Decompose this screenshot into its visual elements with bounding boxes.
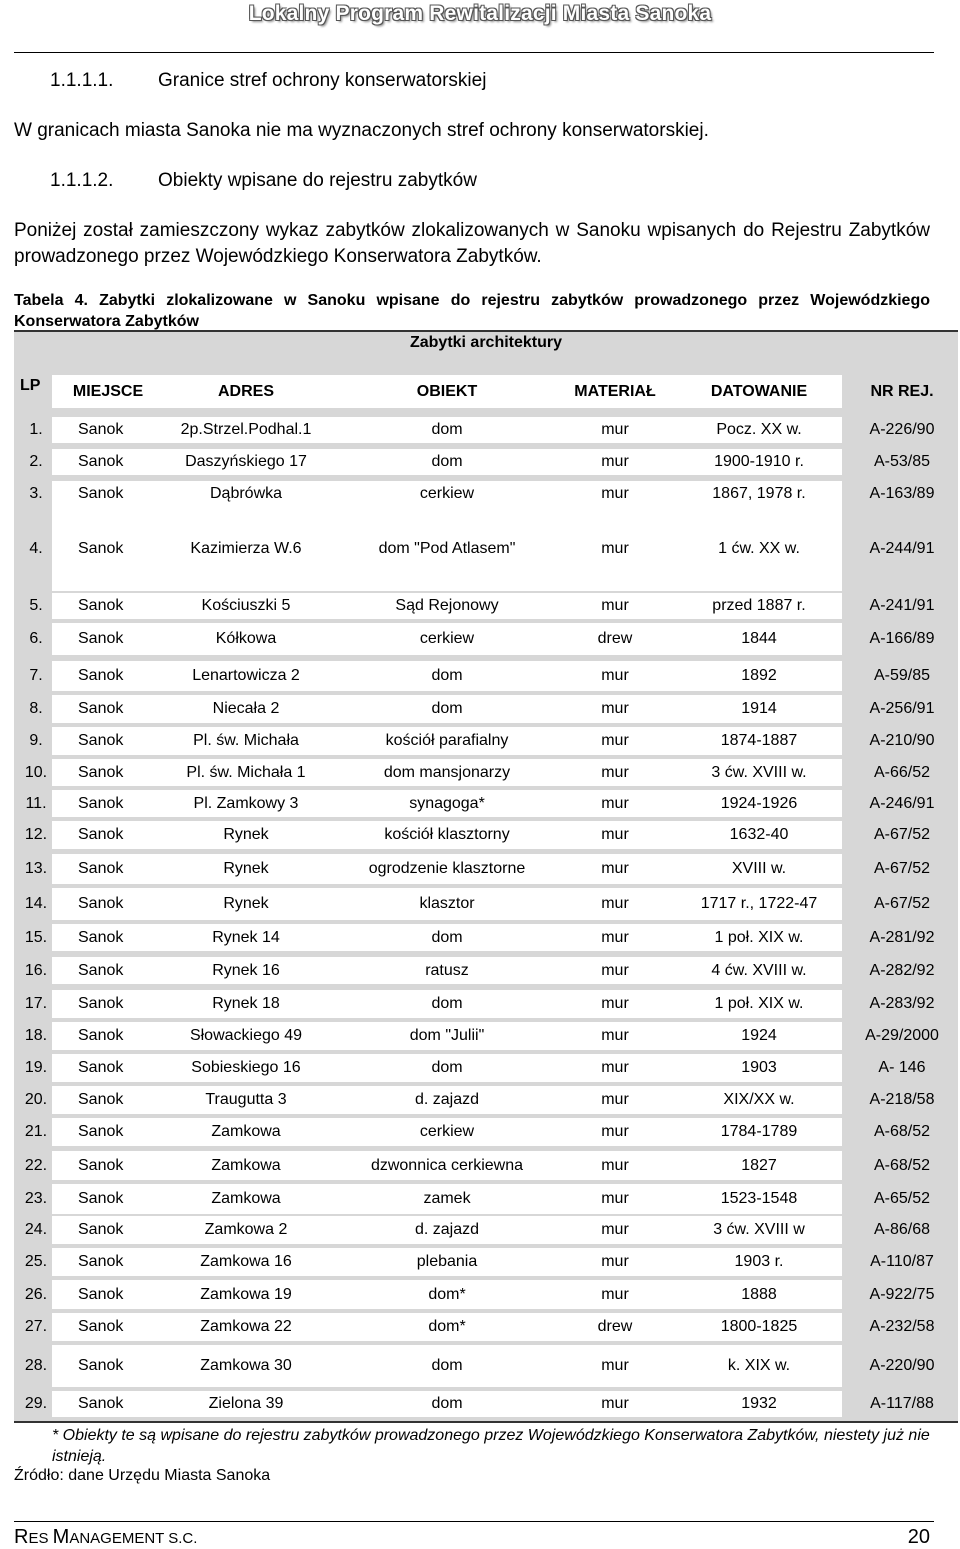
cell-lp: 6.	[29, 630, 43, 647]
cell-lp: 1.	[29, 421, 43, 438]
cell-miejsce: Sanok	[78, 1059, 124, 1076]
cell-material: mur	[601, 485, 629, 502]
cell-datowanie: XVIII w.	[731, 860, 787, 877]
cell-obiekt: dom	[431, 1357, 463, 1374]
cell-nr-rej: A-66/52	[873, 763, 931, 781]
cell-obiekt: dom*	[428, 1285, 466, 1303]
cell-datowanie: 1903	[741, 1059, 777, 1076]
cell-lp: 4.	[29, 540, 43, 557]
cell-adres: Sobieskiego 16	[191, 1059, 301, 1076]
cell-adres: Rynek 18	[212, 995, 280, 1012]
cell-nr-rej: A-67/52	[873, 826, 931, 843]
table-row	[14, 1216, 958, 1244]
cell-lp: 15.	[24, 928, 48, 946]
cell-miejsce: Sanok	[78, 485, 124, 502]
cell-datowanie: 1800-1825	[720, 1318, 798, 1335]
cell-lp: 20.	[24, 1091, 48, 1108]
cell-miejsce: Sanok	[78, 763, 124, 781]
cell-material: mur	[601, 826, 629, 843]
cell-nr-rej: A-226/90	[869, 421, 935, 438]
section-number: 1.1.1.2.	[50, 170, 114, 191]
cell-nr-rej: A-282/92	[869, 961, 935, 979]
table-row	[14, 623, 958, 655]
table-row	[14, 854, 958, 884]
table-row	[14, 1313, 958, 1341]
cell-datowanie: 1888	[741, 1285, 777, 1303]
cell-datowanie: XIX/XX w.	[723, 1091, 795, 1108]
cell-material: mur	[601, 1123, 629, 1140]
section-title: Granice stref ochrony konserwatorskiej	[158, 70, 487, 91]
table-source: Źródło: dane Urzędu Miasta Sanoka	[14, 1467, 271, 1484]
cell-nr-rej: A-65/52	[873, 1190, 931, 1207]
cell-datowanie: 1874-1887	[720, 732, 798, 749]
cell-nr-rej: A-117/88	[870, 1395, 934, 1412]
cell-datowanie: k. XIX w.	[727, 1357, 791, 1374]
cell-material: mur	[601, 961, 629, 979]
table-row	[14, 695, 958, 723]
cell-obiekt: ratusz	[425, 961, 469, 979]
cell-nr-rej: A-241/91	[869, 597, 935, 614]
cell-adres: Kółkowa	[215, 630, 277, 647]
table-row	[14, 1280, 958, 1309]
column-header-obiekt: OBIEKT	[416, 382, 478, 400]
cell-lp: 27.	[24, 1318, 48, 1335]
footer-company-es: ES	[28, 1530, 53, 1547]
cell-adres: Rynek	[223, 860, 269, 877]
cell-adres: Pl. św. Michała	[193, 732, 299, 749]
cell-obiekt: dom	[431, 667, 463, 684]
cell-nr-rej: A-232/58	[869, 1318, 935, 1335]
cell-adres: Lenartowicza 2	[192, 667, 300, 684]
cell-miejsce: Sanok	[78, 995, 124, 1012]
cell-adres: Słowackiego 49	[189, 1027, 303, 1044]
cell-obiekt: dom	[431, 1059, 463, 1076]
cell-miejsce: Sanok	[78, 1395, 124, 1412]
cell-nr-rej: A-210/90	[869, 732, 935, 749]
cell-adres: Zamkowa	[211, 1190, 281, 1207]
cell-nr-rej: A-244/91	[869, 540, 935, 557]
cell-lp: 3.	[29, 485, 43, 502]
table-row	[14, 957, 958, 984]
cell-datowanie: przed 1887 r.	[712, 597, 806, 614]
cell-datowanie: 1 poł. XIX w.	[714, 995, 804, 1012]
footer-company-sc: S.C.	[164, 1530, 198, 1547]
cell-obiekt: dom*	[428, 1318, 466, 1335]
table-row	[14, 821, 958, 849]
table-caption: Tabela 4. Zabytki zlokalizowane w Sanoku wpisane do rejestru zabytków prowadzonego przez Wojewódzkiego Konserwatora Zabytków	[14, 292, 930, 330]
cell-miejsce: Sanok	[78, 732, 124, 749]
cell-adres: Kościuszki 5	[201, 597, 291, 614]
cell-datowanie: 1867, 1978 r.	[712, 485, 806, 502]
cell-nr-rej: A-218/58	[869, 1091, 935, 1108]
table-row	[14, 1086, 958, 1114]
cell-datowanie: 1892	[741, 667, 777, 684]
table-row	[14, 1391, 958, 1417]
cell-material: mur	[601, 1285, 629, 1303]
header-divider	[14, 52, 934, 53]
table-row	[14, 924, 958, 951]
cell-lp: 13.	[24, 860, 48, 877]
cell-material: mur	[601, 421, 629, 438]
cell-obiekt: dom mansjonarzy	[383, 763, 511, 781]
cell-datowanie: Pocz. XX w.	[716, 421, 802, 438]
cell-adres: Niecała 2	[212, 700, 280, 717]
cell-miejsce: Sanok	[78, 1027, 124, 1044]
cell-obiekt: cerkiew	[419, 485, 475, 502]
cell-miejsce: Sanok	[78, 860, 124, 877]
cell-nr-rej: A-246/91	[869, 794, 935, 812]
table-top-rule	[14, 330, 958, 332]
paragraph-1: W granicach miasta Sanoka nie ma wyznaczonych stref ochrony konserwatorskiej.	[14, 120, 709, 141]
cell-nr-rej: A-67/52	[873, 860, 931, 877]
cell-miejsce: Sanok	[78, 1318, 124, 1335]
cell-material: mur	[601, 1059, 629, 1076]
cell-nr-rej: A-281/92	[869, 928, 935, 946]
cell-datowanie: 1827	[741, 1156, 777, 1174]
cell-datowanie: 1924	[741, 1027, 777, 1044]
cell-lp: 10.	[24, 763, 48, 781]
cell-adres: Zamkowa 19	[200, 1285, 292, 1303]
cell-lp: 9.	[29, 732, 43, 749]
cell-lp: 28.	[24, 1357, 48, 1374]
table-row	[14, 1345, 958, 1387]
cell-adres: Zamkowa 2	[204, 1221, 288, 1238]
cell-lp: 18.	[24, 1027, 48, 1044]
cell-datowanie: 4 ćw. XVIII w.	[711, 961, 807, 979]
column-header-miejsce: MIEJSCE	[72, 382, 144, 400]
cell-nr-rej: A- 146	[878, 1059, 926, 1076]
cell-lp: 24.	[24, 1221, 48, 1238]
footer-divider	[14, 1521, 934, 1522]
cell-adres: Rynek 14	[212, 928, 280, 946]
table-row	[14, 449, 958, 475]
cell-lp: 29.	[24, 1395, 48, 1412]
cell-obiekt: kościół parafialny	[385, 732, 509, 749]
cell-miejsce: Sanok	[78, 794, 124, 812]
cell-lp: 7.	[29, 667, 43, 684]
table-row	[14, 507, 958, 591]
cell-material: mur	[601, 1357, 629, 1374]
cell-nr-rej: A-86/68	[873, 1221, 931, 1238]
table-row	[14, 759, 958, 786]
table-bottom-rule	[14, 1421, 958, 1423]
footer-company	[14, 1526, 197, 1549]
table-row	[14, 990, 958, 1018]
cell-adres: Dąbrówka	[209, 485, 283, 502]
cell-material: mur	[601, 1221, 629, 1238]
table-row	[14, 661, 958, 691]
table-title: Zabytki architektury	[409, 334, 563, 351]
cell-adres: Rynek	[223, 895, 269, 912]
cell-miejsce: Sanok	[78, 1357, 124, 1374]
cell-material: mur	[601, 1156, 629, 1174]
cell-miejsce: Sanok	[78, 540, 124, 557]
cell-datowanie: 3 ćw. XVIII w	[713, 1221, 805, 1238]
table-row	[14, 888, 958, 920]
cell-obiekt: synagoga*	[409, 794, 485, 812]
cell-obiekt: dom	[431, 421, 463, 438]
cell-adres: Zamkowa 16	[200, 1253, 292, 1270]
cell-lp: 17.	[24, 995, 48, 1012]
cell-miejsce: Sanok	[78, 421, 124, 438]
cell-miejsce: Sanok	[78, 826, 124, 843]
footer-company-anagement: ANAGEMENT	[69, 1530, 165, 1547]
cell-lp: 26.	[24, 1285, 48, 1303]
cell-material: mur	[601, 597, 629, 614]
table-row	[14, 1054, 958, 1082]
cell-obiekt: cerkiew	[419, 1123, 475, 1140]
cell-adres: Pl. św. Michała 1	[186, 763, 306, 781]
cell-adres: Zamkowa	[211, 1156, 281, 1174]
cell-nr-rej: A-53/85	[873, 453, 931, 470]
section-heading-1	[50, 70, 486, 92]
cell-adres: Zamkowa 30	[200, 1357, 292, 1374]
cell-lp: 12.	[24, 826, 48, 843]
cell-obiekt: dom	[431, 453, 463, 470]
cell-material: mur	[601, 1190, 629, 1207]
table-row	[14, 1022, 958, 1050]
section-title: Obiekty wpisane do rejestru zabytków	[158, 170, 477, 191]
footer-company-m: M	[52, 1526, 70, 1548]
cell-miejsce: Sanok	[78, 700, 124, 717]
cell-obiekt: dom	[431, 995, 463, 1012]
cell-material: mur	[601, 995, 629, 1012]
cell-miejsce: Sanok	[78, 1253, 124, 1270]
column-header-material: MATERIAŁ	[574, 382, 656, 400]
cell-adres: Pl. Zamkowy 3	[193, 794, 299, 812]
cell-obiekt: dom	[431, 928, 463, 946]
cell-adres: Traugutta 3	[205, 1091, 287, 1108]
table-row	[14, 727, 958, 755]
cell-obiekt: kościół klasztorny	[384, 826, 510, 843]
table-row	[14, 593, 958, 619]
cell-obiekt: d. zajazd	[414, 1091, 480, 1108]
table-row	[14, 1184, 958, 1214]
cell-obiekt: cerkiew	[419, 630, 475, 647]
cell-obiekt: ogrodzenie klasztorne	[368, 860, 526, 877]
cell-obiekt: dom	[431, 700, 463, 717]
cell-nr-rej: A-68/52	[873, 1123, 931, 1140]
cell-lp: 25.	[24, 1253, 48, 1270]
cell-datowanie: 1903 r.	[734, 1253, 784, 1270]
paragraph-2: Poniżej został zamieszczony wykaz zabytków zlokalizowanych w Sanoku wpisanych do Rejestru Zabytków prowadzonego przez Wojewódzkiego Konserwatora Zabytków.	[14, 220, 930, 267]
cell-obiekt: d. zajazd	[414, 1221, 480, 1238]
column-header-lp: LP	[20, 377, 41, 394]
cell-datowanie: 1717 r., 1722-47	[700, 895, 818, 912]
cell-datowanie: 1 ćw. XX w.	[718, 540, 800, 557]
cell-material: drew	[597, 630, 633, 647]
cell-miejsce: Sanok	[78, 667, 124, 684]
cell-adres: Daszyńskiego 17	[185, 453, 307, 470]
cell-lp: 22.	[24, 1156, 48, 1174]
cell-datowanie: 1900-1910 r.	[714, 453, 804, 470]
page-number: 20	[907, 1526, 930, 1548]
cell-material: mur	[601, 794, 629, 812]
cell-obiekt: dom	[431, 1395, 463, 1412]
cell-material: mur	[601, 1395, 629, 1412]
cell-miejsce: Sanok	[78, 1221, 124, 1238]
cell-lp: 2.	[29, 453, 43, 470]
cell-material: mur	[601, 1091, 629, 1108]
cell-datowanie: 3 ćw. XVIII w.	[711, 763, 807, 781]
cell-miejsce: Sanok	[78, 961, 124, 979]
cell-miejsce: Sanok	[78, 928, 124, 946]
column-header-datowanie: DATOWANIE	[710, 382, 808, 400]
cell-datowanie: 1844	[741, 630, 777, 647]
cell-datowanie: 1523-1548	[720, 1190, 798, 1207]
cell-material: mur	[601, 732, 629, 749]
cell-obiekt: zamek	[423, 1190, 471, 1207]
cell-adres: Kazimierza W.6	[190, 540, 302, 557]
table-header-row	[14, 375, 958, 408]
cell-datowanie: 1924-1926	[720, 794, 798, 812]
table-row	[14, 417, 958, 443]
cell-miejsce: Sanok	[78, 1123, 124, 1140]
cell-material: mur	[601, 667, 629, 684]
cell-nr-rej: A-256/91	[869, 700, 935, 717]
cell-nr-rej: A-220/90	[869, 1357, 935, 1374]
cell-adres: Zamkowa 22	[200, 1318, 292, 1335]
cell-miejsce: Sanok	[78, 1156, 124, 1174]
cell-datowanie: 1632-40	[729, 826, 789, 843]
section-heading-2	[50, 170, 477, 192]
cell-nr-rej: A-283/92	[869, 995, 935, 1012]
cell-nr-rej: A-110/87	[870, 1253, 934, 1270]
running-header-title: Lokalny Program Rewitalizacji Miasta Sanoka	[248, 2, 712, 25]
cell-lp: 19.	[24, 1059, 48, 1076]
cell-adres: 2p.Strzel.Podhal.1	[180, 421, 312, 438]
cell-nr-rej: A-29/2000	[865, 1027, 939, 1044]
table-row	[14, 1151, 958, 1180]
cell-miejsce: Sanok	[78, 453, 124, 470]
cell-material: drew	[597, 1318, 633, 1335]
cell-material: mur	[601, 700, 629, 717]
cell-miejsce: Sanok	[78, 597, 124, 614]
cell-miejsce: Sanok	[78, 1190, 124, 1207]
cell-obiekt: klasztor	[419, 895, 475, 912]
cell-nr-rej: A-922/75	[869, 1285, 935, 1303]
cell-obiekt: Sąd Rejonowy	[395, 597, 499, 614]
cell-obiekt: dom "Pod Atlasem"	[378, 540, 516, 557]
cell-material: mur	[601, 453, 629, 470]
cell-lp: 23.	[24, 1190, 48, 1207]
table-row	[14, 790, 958, 817]
cell-miejsce: Sanok	[78, 1285, 124, 1303]
table-row	[14, 1118, 958, 1146]
cell-nr-rej: A-163/89	[869, 485, 935, 502]
footer-company-r: R	[14, 1526, 29, 1548]
cell-material: mur	[601, 895, 629, 912]
cell-lp: 16.	[24, 961, 48, 979]
cell-datowanie: 1932	[741, 1395, 777, 1412]
cell-lp: 21.	[24, 1123, 48, 1140]
table-row	[14, 481, 958, 507]
cell-material: mur	[601, 763, 629, 781]
section-number: 1.1.1.1.	[50, 70, 114, 91]
cell-lp: 8.	[29, 700, 43, 717]
cell-nr-rej: A-166/89	[869, 630, 935, 647]
cell-lp: 11.	[25, 794, 47, 812]
cell-obiekt: dzwonnica cerkiewna	[370, 1156, 524, 1174]
cell-lp: 14.	[24, 895, 48, 912]
cell-nr-rej: A-67/52	[873, 895, 931, 912]
column-header-nr-rej: NR REJ.	[870, 382, 934, 400]
cell-adres: Zielona 39	[208, 1395, 284, 1412]
cell-material: mur	[601, 1027, 629, 1044]
cell-miejsce: Sanok	[78, 630, 124, 647]
column-header-adres: ADRES	[217, 382, 274, 400]
cell-lp: 5.	[29, 597, 43, 614]
cell-miejsce: Sanok	[78, 895, 124, 912]
cell-miejsce: Sanok	[78, 1091, 124, 1108]
table-footnote: * Obiekty te są wpisane do rejestru zabytków prowadzonego przez Wojewódzkiego Konserwatora Zabytków, niestety już nie istnieją.	[52, 1427, 930, 1465]
cell-adres: Zamkowa	[211, 1123, 281, 1140]
cell-material: mur	[601, 540, 629, 557]
cell-datowanie: 1914	[741, 700, 777, 717]
cell-obiekt: dom "Julii"	[409, 1027, 485, 1044]
cell-datowanie: 1784-1789	[720, 1123, 798, 1140]
cell-datowanie: 1 poł. XIX w.	[714, 928, 804, 946]
cell-material: mur	[601, 1253, 629, 1270]
cell-obiekt: plebania	[416, 1253, 478, 1270]
cell-material: mur	[601, 860, 629, 877]
cell-nr-rej: A-59/85	[873, 667, 931, 684]
cell-adres: Rynek 16	[212, 961, 280, 979]
table-row	[14, 1248, 958, 1276]
cell-nr-rej: A-68/52	[873, 1156, 931, 1174]
cell-adres: Rynek	[223, 826, 269, 843]
cell-material: mur	[601, 928, 629, 946]
